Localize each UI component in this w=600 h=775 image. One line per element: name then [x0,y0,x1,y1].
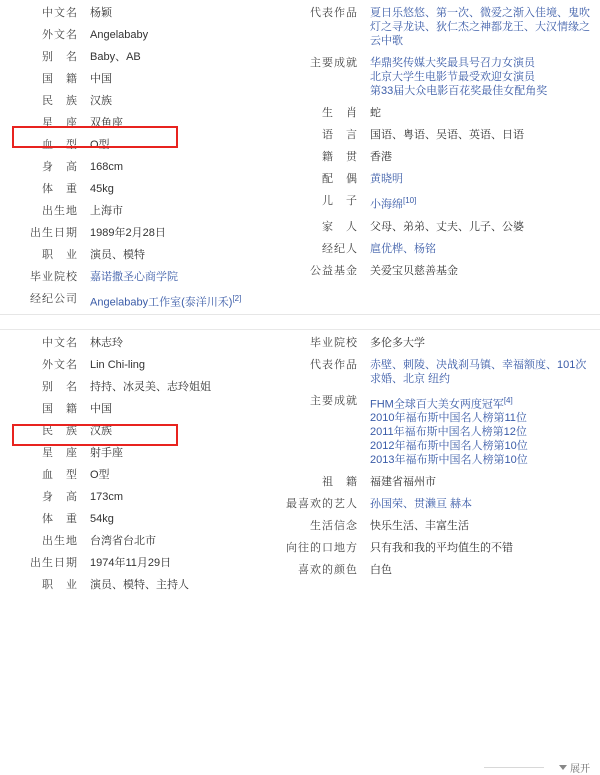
person-2-left-column [0,330,286,596]
row-value: 持持、冰灵美、志玲姐姐 [90,380,211,393]
row-value: 国语、粤语、吴语、英语、日语 [370,129,524,141]
row-label: 生 肖 [322,107,358,119]
achievement-item[interactable]: 2011年福布斯中国名人榜第12位 [370,426,527,439]
achievement-item[interactable]: 北京大学生电影节最受欢迎女演员 [370,71,535,83]
row-value: 汉族 [90,95,112,107]
section-gap [0,315,600,329]
info-row-height [0,486,286,508]
row-value: Angelababy [90,29,149,41]
info-row [286,216,600,238]
row-label: 祖 籍 [322,476,358,489]
row-value: 香港 [370,151,392,163]
row-label: 出生日期 [30,227,78,239]
info-row [286,102,600,124]
row-value: 45kg [90,183,114,195]
row-value: 只有我和我的平均值生的不错 [370,542,513,555]
row-label: 体 重 [42,512,78,525]
row-value: 快乐生活、丰富生活 [370,520,469,533]
info-row [286,260,600,282]
row-label: 国 籍 [42,73,78,85]
row-value: 汉族 [90,424,112,437]
row-label: 外文名 [42,358,78,371]
achievement-item[interactable] [370,394,594,412]
row-value: 台湾省台北市 [90,534,156,547]
row-label: 血 型 [42,139,78,151]
info-row [0,288,286,314]
info-row-height [0,156,286,178]
info-row [286,190,600,216]
info-row [286,471,600,493]
achievement-item[interactable]: 第33届大众电影百花奖最佳女配角奖 [370,85,548,97]
info-row [0,112,286,134]
person-1-columns [0,0,600,314]
info-row [0,420,286,442]
row-value-link[interactable] [366,52,600,102]
row-label: 喜欢的颜色 [298,564,358,577]
row-label: 别 名 [42,51,78,63]
expand-button[interactable] [559,760,590,775]
row-value: 福建省福州市 [370,476,436,489]
row-label: 主要成就 [310,57,358,69]
row-value-link[interactable]: 嘉诺撒圣心商学院 [90,271,178,283]
info-row [286,493,600,515]
info-row [286,124,600,146]
row-label: 外文名 [42,29,78,41]
son-name: 小海绵 [370,198,403,211]
info-row [286,52,600,102]
expand-label: 展开 [570,763,590,775]
reference-marker[interactable]: [10] [403,196,417,205]
row-value: 林志玲 [90,336,123,349]
row-value: 演员、模特 [90,249,145,261]
info-row [0,354,286,376]
info-row [0,222,286,244]
row-label: 职 业 [42,249,78,261]
info-row [0,332,286,354]
row-label: 国 籍 [42,402,78,415]
row-label: 向往的口地方 [286,542,358,555]
info-row [0,464,286,486]
info-row [286,559,600,581]
row-label: 出生地 [42,205,78,217]
row-value-height: 173cm [90,490,124,503]
info-row [0,200,286,222]
info-row [0,398,286,420]
row-label: 身 高 [42,490,78,503]
info-row [286,537,600,559]
row-value: 中国 [90,73,112,85]
info-row [0,178,286,200]
row-value-link[interactable]: 赤壁、刺陵、决战刹马镇、幸福额度、101次求婚、北京 纽约 [370,358,587,385]
info-row [0,552,286,574]
info-row [0,90,286,112]
row-value: Lin Chi-ling [90,358,146,371]
row-value: 双鱼座 [90,117,123,129]
achievement-item[interactable]: 2010年福布斯中国名人榜第11位 [370,412,527,425]
row-label: 配 偶 [322,173,358,185]
row-label: 别 名 [42,380,78,393]
row-value: 父母、弟弟、丈夫、儿子、公婆 [370,220,524,233]
person-card-1 [0,0,600,314]
row-value: 演员、模特、主持人 [90,578,189,591]
row-value: Baby、AB [90,51,141,63]
row-label: 血 型 [42,468,78,481]
row-label: 民 族 [42,424,78,437]
achievement-text: FHM全球百大美女两度冠军 [370,398,504,411]
row-value: 蛇 [370,107,381,119]
info-row [286,168,600,190]
chevron-down-icon [559,765,567,770]
row-label: 毕业院校 [30,271,78,283]
row-value: 中国 [90,402,112,415]
info-row [0,508,286,530]
row-label: 最喜欢的艺人 [286,498,358,511]
row-label: 家 人 [322,220,358,233]
row-label: 出生日期 [30,556,78,569]
info-row [0,574,286,596]
row-label: 代表作品 [310,7,358,19]
row-label: 公益基金 [310,264,358,277]
row-value-link[interactable]: 黄晓明 [370,173,403,185]
row-value-link[interactable] [86,288,286,314]
info-row [286,2,600,52]
row-value-height: 168cm [90,161,124,173]
row-value: 54kg [90,512,114,525]
info-row [0,68,286,90]
row-label: 民 族 [42,95,78,107]
person-2-right-column [286,330,600,582]
info-row [286,238,600,260]
row-value: 白色 [370,564,392,577]
achievement-item[interactable]: 2012年福布斯中国名人榜第10位 [370,440,528,453]
person-2-columns [0,330,600,596]
info-row [0,46,286,68]
expand-divider [484,767,544,768]
row-value-link[interactable] [366,390,600,472]
row-label: 代表作品 [310,358,358,371]
row-label: 籍 贯 [322,151,358,163]
row-label: 星 座 [42,117,78,129]
row-label: 儿 子 [322,195,358,207]
row-label: 身 高 [42,161,78,173]
row-label: 中文名 [42,7,78,19]
row-value: O型 [90,468,110,481]
row-label: 星 座 [42,446,78,459]
info-row [0,134,286,156]
achievement-item[interactable]: 华鼎奖传媒大奖最具号召力女演员 [370,57,535,69]
row-label: 生活信念 [310,520,358,533]
info-row [0,442,286,464]
row-label: 语 言 [322,129,358,141]
info-row [286,515,600,537]
info-row [0,376,286,398]
row-value: 射手座 [90,446,123,459]
info-row [0,266,286,288]
reference-marker[interactable]: [2] [232,294,242,303]
row-value: 杨颖 [90,7,112,19]
info-row [0,2,286,24]
row-label: 主要成就 [310,394,358,407]
info-row [286,390,600,472]
row-value-link[interactable]: 扈优桦、杨铭 [370,242,436,255]
row-label: 职 业 [42,578,78,591]
person-card-2 [0,329,600,775]
agency-name: Angelababy工作室(泰洋川禾) [90,296,233,309]
row-label: 经纪人 [322,242,358,255]
info-row [286,354,600,390]
person-1-right-column [286,0,600,282]
row-value-link[interactable]: 夏日乐悠悠、第一次、微爱之渐入佳境、鬼吹灯之寻龙诀、狄仁杰之神都龙王、大汉情缘之云中歌 [370,7,590,47]
info-row [0,24,286,46]
row-value: 上海市 [90,205,123,217]
row-value: 1974年11月29日 [90,556,172,569]
row-label: 经纪公司 [30,293,78,305]
row-value: 多伦多大学 [370,336,425,349]
row-value-link[interactable]: 孙国荣、贯濑亘 赫本 [370,498,473,511]
info-row [286,332,600,354]
row-label: 中文名 [42,336,78,349]
info-row [0,244,286,266]
row-value-link[interactable] [366,190,600,216]
row-value: 1989年2月28日 [90,227,166,239]
info-row [0,530,286,552]
row-label: 毕业院校 [310,336,358,349]
reference-marker[interactable]: [4] [503,395,513,405]
achievement-item[interactable]: 2013年福布斯中国名人榜第10位 [370,454,528,467]
row-value: 关爱宝贝慈善基金 [370,264,458,277]
row-label: 体 重 [42,183,78,195]
person-1-left-column [0,0,286,314]
row-value: O型 [90,139,110,151]
row-label: 出生地 [42,534,78,547]
info-row [286,146,600,168]
